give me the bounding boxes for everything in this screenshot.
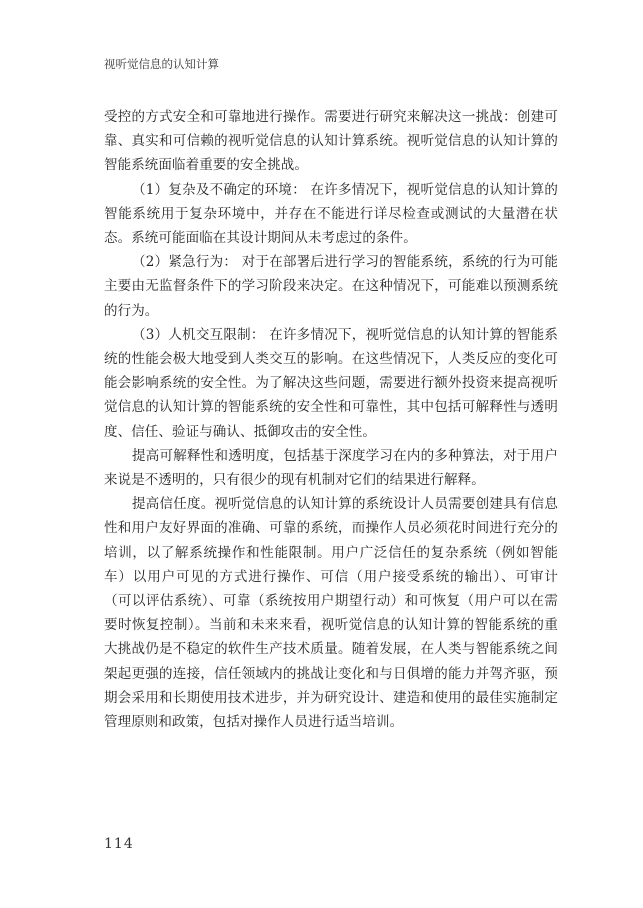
paragraph-emergent-behavior: （2）紧急行为： 对于在部署后进行学习的智能系统，系统的行为可能主要由无监督条件下的学习阶段来决定。在这种情况下，可能难以预测系统的行为。 [104, 254, 558, 319]
paragraph-trust: 提高信任度。视听觉信息的认知计算的系统设计人员需要创建具有信息性和用户友好界面的准确、可靠的系统，而操作人员必须花时间进行充分的培训，以了解系统操作和性能限制。用户广泛信任的复杂系统（例如智能车）以用户可见的方式进行操作、可信（用户接受系统的输出）、可审计（可以评估系统）、可靠（系统按用户期望行动）和可恢复（用户可以在需要时恢复控制）。当前和未来来看，视听觉信息的认知计算的智能系统的重大挑战仍是不稳定的软件生产技术质量。随着发展，在人类与智能系统之间架起更强的连接，信任领域内的挑战让变化和与日俱增的能力并驾齐驱，预期会采用和长期使用技术进步，并为研究设计、建造和使用的最佳实施制定管理原则和政策，包括对操作人员进行适当培训。 [104, 496, 558, 731]
paragraph-complex-environment: （1）复杂及不确定的环境： 在许多情况下，视听觉信息的认知计算的智能系统用于复杂环境中，并存在不能进行详尽检查或测试的大量潜在状态。系统可能面临在其设计期间从未考虑过的条件。 [104, 181, 558, 247]
paragraph-explainability: 提高可解释性和透明度，包括基于深度学习在内的多种算法，对于用户来说是不透明的，只有很少的现有机制对它们的结果进行解释。 [104, 447, 558, 489]
running-header-title: 视听觉信息的认知计算 [104, 57, 219, 71]
paragraph-intro: 受控的方式安全和可靠地进行操作。需要进行研究来解决这一挑战：创建可靠、真实和可信赖的视听觉信息的认知计算系统。视听觉信息的认知计算的智能系统面临着重要的安全挑战。 [104, 109, 558, 174]
body-text [104, 105, 558, 734]
page-number: 114 [104, 836, 134, 852]
paragraph-human-interaction: （3）人机交互限制： 在许多情况下，视听觉信息的认知计算的智能系统的性能会极大地受到人类交互的影响。在这些情况下，人类反应的变化可能会影响系统的安全性。为了解决这些问题，需要进行额外投资来提高视听觉信息的认知计算的智能系统的安全性和可靠性，其中包括可解释性与透明度、信任、验证与确认、抵御攻击的安全性。 [104, 326, 558, 440]
